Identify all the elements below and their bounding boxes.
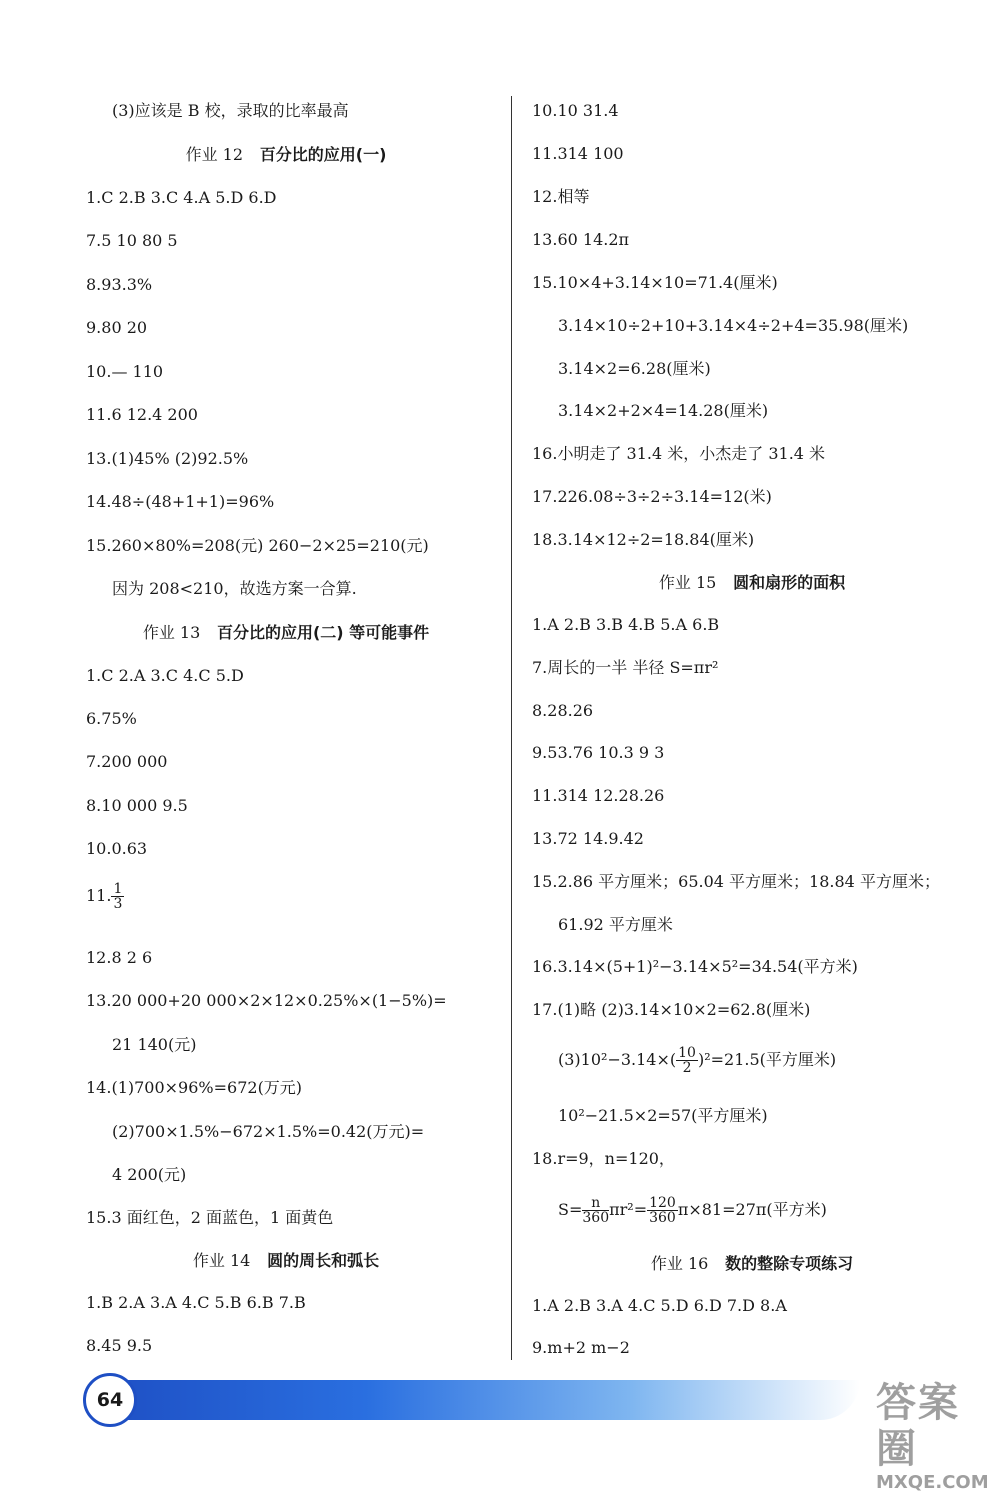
answer-line: 61.92 平方厘米 xyxy=(558,915,673,934)
answer-line: 9.53.76 10.3 9 3 xyxy=(532,743,665,762)
answer-line-fraction: (3)10²−3.14×( $\frac{10}{2}$ )²=21.5(平方厘米) xyxy=(558,1045,837,1076)
page-number: 64 xyxy=(83,1373,137,1427)
answer-line: 4 200(元) xyxy=(112,1165,187,1184)
answer-line: 9.m+2 m−2 xyxy=(532,1338,630,1357)
answer-line: 3.14×2+2×4=14.28(厘米) xyxy=(558,401,769,420)
answer-line: (2)700×1.5%−672×1.5%=0.42(万元)= xyxy=(112,1122,425,1141)
answer-line: 6.75% xyxy=(86,709,137,728)
answer-line: 8.45 9.5 xyxy=(86,1336,153,1355)
answer-line: 12.8 2 6 xyxy=(86,948,153,967)
answer-line: 3.14×10÷2+10+3.14×4÷2+4=35.98(厘米) xyxy=(558,316,909,335)
answer-line: 21 140(元) xyxy=(112,1035,197,1054)
answer-line: 13.(1)45% (2)92.5% xyxy=(86,449,249,468)
answer-line: 18.r=9，n=120， xyxy=(532,1149,675,1168)
answer-line: 15.2.86 平方厘米；65.04 平方厘米；18.84 平方厘米； xyxy=(532,872,940,891)
answer-line: 13.60 14.2π xyxy=(532,230,630,249)
answer-line: 7.周长的一半 半径 S=πr² xyxy=(532,658,719,677)
answer-line: 13.72 14.9.42 xyxy=(532,829,644,848)
answer-line: 1.A 2.B 3.A 4.C 5.D 6.D 7.D 8.A xyxy=(532,1296,787,1315)
answer-line: 17.(1)略 (2)3.14×10×2=62.8(厘米) xyxy=(532,1000,811,1019)
answer-line: 18.3.14×12÷2=18.84(厘米) xyxy=(532,530,755,549)
answer-line: 15.260×80%=208(元) 260−2×25=210(元) xyxy=(86,536,429,555)
answer-line: 13.20 000+20 000×2×12×0.25%×(1−5%)= xyxy=(86,991,447,1010)
answer-line: 因为 208<210，故选方案一合算. xyxy=(112,579,357,598)
answer-line: 1.A 2.B 3.B 4.B 5.A 6.B xyxy=(532,615,720,634)
answer-line: 7.5 10 80 5 xyxy=(86,231,178,250)
section-heading-13: 作业 13 百分比的应用(二) 等可能事件 xyxy=(142,623,430,642)
fraction: $\frac{n}{360}$ xyxy=(582,1195,610,1226)
answer-line: 17.226.08÷3÷2÷3.14=12(米) xyxy=(532,487,772,506)
answer-line: 7.200 000 xyxy=(86,752,168,771)
answer-line: 1.B 2.A 3.A 4.C 5.B 6.B 7.B xyxy=(86,1293,306,1312)
answer-line: 15.3 面红色，2 面蓝色，1 面黄色 xyxy=(86,1208,334,1227)
answer-line: 8.10 000 9.5 xyxy=(86,796,188,815)
fraction: $\frac{10}{2}$ xyxy=(678,1045,696,1076)
answer-line-fraction: S= $\frac{n}{360}$ πr²= $\frac{120}{360}$ π×81=27π(平方米) xyxy=(558,1195,827,1226)
answer-line: 10.0.63 xyxy=(86,839,148,858)
answer-line: 14.48÷(48+1+1)=96% xyxy=(86,492,275,511)
answer-line: 16.3.14×(5+1)²−3.14×5²=34.54(平方米) xyxy=(532,957,858,976)
answer-line: (3)应该是 B 校，录取的比率最高 xyxy=(112,101,349,120)
answer-line: 1.C 2.B 3.C 4.A 5.D 6.D xyxy=(86,188,277,207)
answer-line: 9.80 20 xyxy=(86,318,148,337)
answer-line: 16.小明走了 31.4 米，小杰走了 31.4 米 xyxy=(532,444,826,463)
column-divider xyxy=(511,96,512,1360)
answer-line: 10.10 31.4 xyxy=(532,101,619,120)
fraction: $\frac{1}{3}$ xyxy=(113,881,123,912)
answer-line: 14.(1)700×96%=672(万元) xyxy=(86,1078,303,1097)
answer-line: 8.93.3% xyxy=(86,275,153,294)
section-heading-12: 作业 12 百分比的应用(一) xyxy=(185,145,387,164)
answer-line: 11.314 12.28.26 xyxy=(532,786,665,805)
answer-line: 11.6 12.4 200 xyxy=(86,405,198,424)
section-heading-15: 作业 15 圆和扇形的面积 xyxy=(658,573,846,592)
answer-line: 10²−21.5×2=57(平方厘米) xyxy=(558,1106,768,1125)
answer-line: 15.10×4+3.14×10=71.4(厘米) xyxy=(532,273,778,292)
section-heading-16: 作业 16 数的整除专项练习 xyxy=(650,1254,854,1273)
answer-line-fraction: 11. $\frac{1}{3}$ xyxy=(86,881,123,912)
answer-line: 11.314 100 xyxy=(532,144,624,163)
answer-line: 3.14×2=6.28(厘米) xyxy=(558,359,711,378)
answer-line: 10.— 110 xyxy=(86,362,164,381)
answer-line: 8.28.26 xyxy=(532,701,594,720)
section-heading-14: 作业 14 圆的周长和弧长 xyxy=(192,1251,380,1270)
fraction: $\frac{120}{360}$ xyxy=(649,1195,676,1226)
answer-line: 1.C 2.A 3.C 4.C 5.D xyxy=(86,666,244,685)
footer-band xyxy=(100,1380,860,1420)
watermark-logo: 答案圈 MXQE.COM xyxy=(876,1380,989,1493)
answer-line: 12.相等 xyxy=(532,187,590,206)
